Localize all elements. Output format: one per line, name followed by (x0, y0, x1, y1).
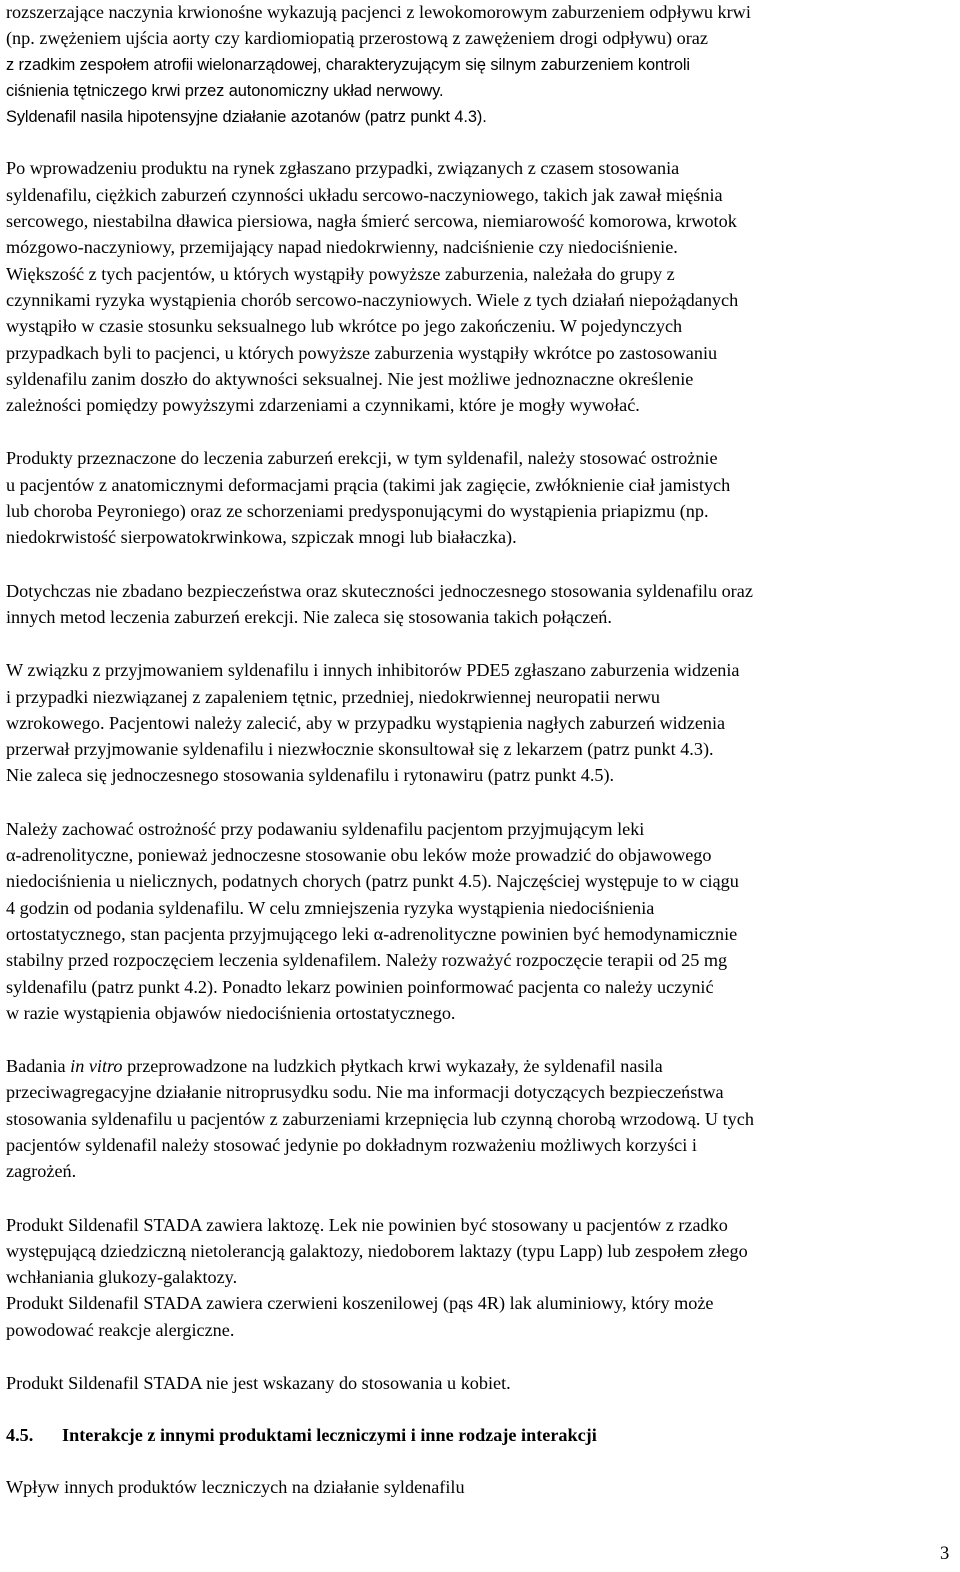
text-line: Syldenafil nasila hipotensyjne działanie azotanów (patrz punkt 4.3). (6, 108, 487, 127)
text-line: pacjentów syldenafil należy stosować jedynie po dokładnym rozważeniu możliwych korzyści i (6, 1134, 697, 1155)
text-line: ortostatycznego, stan pacjenta przyjmującego leki α-adrenolityczne powinien być hemodynamicznie (6, 923, 738, 944)
paragraph-vision-disorders (6, 657, 956, 788)
text-line: przypadkach byli to pacjenci, u których powyższe zaburzenia wystąpiły wkrótce po zastosowaniu (6, 342, 718, 363)
paragraph-women (6, 1370, 956, 1396)
text-line: i przypadki niezwiązanej z zapaleniem tętnic, przedniej, niedokrwiennej neuropatii nerwu (6, 686, 660, 707)
document-page (6, 0, 956, 1501)
text-line: niedokrwistość sierpowatokrwinkowa, szpiczak mnogi lub białaczka). (6, 527, 517, 548)
text-run: przeprowadzone na ludzkich płytkach krwi wykazały, że syldenafil nasila (122, 1056, 663, 1077)
section-title: Interakcje z innymi produktami leczniczymi i inne rodzaje interakcji (62, 1425, 597, 1446)
text-line: Produkt Sildenafil STADA zawiera czerwieni koszenilowej (pąs 4R) lak aluminiowy, który może (6, 1293, 714, 1314)
text-line: mózgowo-naczyniowy, przemijający napad niedokrwienny, nadciśnienie czy niedociśnienie. (6, 237, 678, 258)
paragraph-combination-therapy (6, 578, 956, 631)
text-line: Dotychczas nie zbadano bezpieczeństwa oraz skuteczności jednoczesnego stosowania syldenafilu oraz (6, 580, 753, 601)
text-line: sercowego, niestabilna dławica piersiowa, nagła śmierć sercowa, niemiarowość komorowa, krwotok (6, 211, 737, 232)
paragraph-continuation (6, 0, 956, 52)
text-line: Produkty przeznaczone do leczenia zaburzeń erekcji, w tym syldenafil, należy stosować ostrożnie (6, 448, 718, 469)
paragraph-excipients (6, 1212, 956, 1343)
text-line: w razie wystąpienia objawów niedociśnienia ortostatycznego. (6, 1002, 456, 1023)
text-line: Po wprowadzeniu produktu na rynek zgłaszano przypadki, związanych z czasem stosowania (6, 158, 680, 179)
section-number: 4.5. (6, 1425, 34, 1446)
text-run: Badania (6, 1056, 71, 1077)
text-line: czynnikami ryzyka wystąpienia chorób sercowo-naczyniowych. Wiele z tych działań niepożądanych (6, 289, 739, 310)
text-line: W związku z przyjmowaniem syldenafilu i innych inhibitorów PDE5 zgłaszano zaburzenia widzenia (6, 660, 740, 681)
text-line: wchłaniania glukozy-galaktozy. (6, 1267, 238, 1288)
text-line: występującą dziedziczną nietolerancją galaktozy, niedoborem laktazy (typu Lapp) lub zespołem złego (6, 1240, 748, 1261)
text-line: rozszerzające naczynia krwionośne wykazują pacjenci z lewokomorowym zaburzeniem odpływu krwi (6, 2, 751, 22)
text-line: niedociśnienia u nielicznych, podatnych chorych (patrz punkt 4.5). Najczęściej występuje to w ciągu (6, 871, 739, 892)
text-line: syldenafilu zanim doszło do aktywności seksualnej. Nie jest możliwe jednoznaczne określenie (6, 368, 694, 389)
paragraph-alpha-blockers (6, 816, 956, 1026)
paragraph-cardiovascular-events (6, 155, 956, 418)
paragraph-in-vitro (6, 1053, 956, 1184)
paragraph-continuation-sans (6, 52, 956, 131)
paragraph-penile-deformation (6, 445, 956, 550)
text-line: zagrożeń. (6, 1161, 77, 1182)
page-number: 3 (940, 1544, 950, 1564)
text-line: syldenafilu, ciężkich zaburzeń czynności układu sercowo-naczyniowego, takich jak zawał mięśnia (6, 184, 723, 205)
text-line: stabilny przed rozpoczęciem leczenia syldenafilem. Należy rozważyć rozpoczęcie terapii od 25 mg (6, 950, 728, 971)
text-line: stosowania syldenafilu u pacjentów z zaburzeniami krzepnięcia lub czynną chorobą wrzodową. U tych (6, 1108, 754, 1129)
text-line: innych metod leczenia zaburzeń erekcji. Nie zaleca się stosowania takich połączeń. (6, 606, 612, 627)
text-line: u pacjentów z anatomicznymi deformacjami prącia (takimi jak zagięcie, zwłóknienie ciał jamistych (6, 474, 731, 495)
text-line: Większość z tych pacjentów, u których wystąpiły powyższe zaburzenia, należała do grupy z (6, 263, 675, 284)
text-line: lub choroba Peyroniego) oraz ze schorzeniami predysponującymi do wystąpienia priapizmu (np. (6, 501, 709, 522)
section-heading (6, 1422, 956, 1448)
text-line: ciśnienia tętniczego krwi przez autonomiczny układ nerwowy. (6, 81, 444, 100)
text-line: syldenafilu (patrz punkt 4.2). Ponadto lekarz powinien poinformować pacjenta co należy uczynić (6, 976, 714, 997)
text-line: α-adrenolityczne, ponieważ jednoczesne stosowanie obu leków może prowadzić do objawowego (6, 845, 712, 866)
text-line: z rzadkim zespołem atrofii wielonarządowej, charakteryzującym się silnym zaburzeniem kontroli (6, 55, 690, 74)
text-line: wzrokowego. Pacjentowi należy zalecić, aby w przypadku wystąpienia nagłych zaburzeń widzenia (6, 712, 726, 733)
text-line: przeciwagregacyjne działanie nitroprusydku sodu. Nie ma informacji dotyczących bezpieczeństwa (6, 1082, 724, 1103)
text-line: Należy zachować ostrożność przy podawaniu syldenafilu pacjentom przyjmującym leki (6, 818, 645, 839)
text-line: Wpływ innych produktów leczniczych na działanie syldenafilu (6, 1477, 465, 1498)
text-line: Nie zaleca się jednoczesnego stosowania syldenafilu i rytonawiru (patrz punkt 4.5). (6, 765, 615, 786)
text-line: (np. zwężeniem ujścia aorty czy kardiomiopatią przerostową z zawężeniem drogi odpływu) oraz (6, 28, 708, 49)
text-line: powodować reakcje alergiczne. (6, 1319, 235, 1340)
italic-term: in vitro (70, 1056, 123, 1077)
text-line: zależności pomiędzy powyższymi zdarzeniami a czynnikami, które je mogły wywołać. (6, 395, 640, 416)
subheading (6, 1474, 956, 1500)
text-line (6, 1053, 956, 1079)
text-line: Produkt Sildenafil STADA nie jest wskazany do stosowania u kobiet. (6, 1373, 511, 1394)
text-line: Produkt Sildenafil STADA zawiera laktozę. Lek nie powinien być stosowany u pacjentów z rzadko (6, 1214, 728, 1235)
text-line: 4 godzin od podania syldenafilu. W celu zmniejszenia ryzyka wystąpienia niedociśnienia (6, 897, 655, 918)
text-line: wystąpiło w czasie stosunku seksualnego lub wkrótce po jego zakończeniu. W pojedynczych (6, 316, 683, 337)
text-line: przerwał przyjmowanie syldenafilu i niezwłocznie skonsultował się z lekarzem (patrz punkt 4.3). (6, 739, 714, 760)
